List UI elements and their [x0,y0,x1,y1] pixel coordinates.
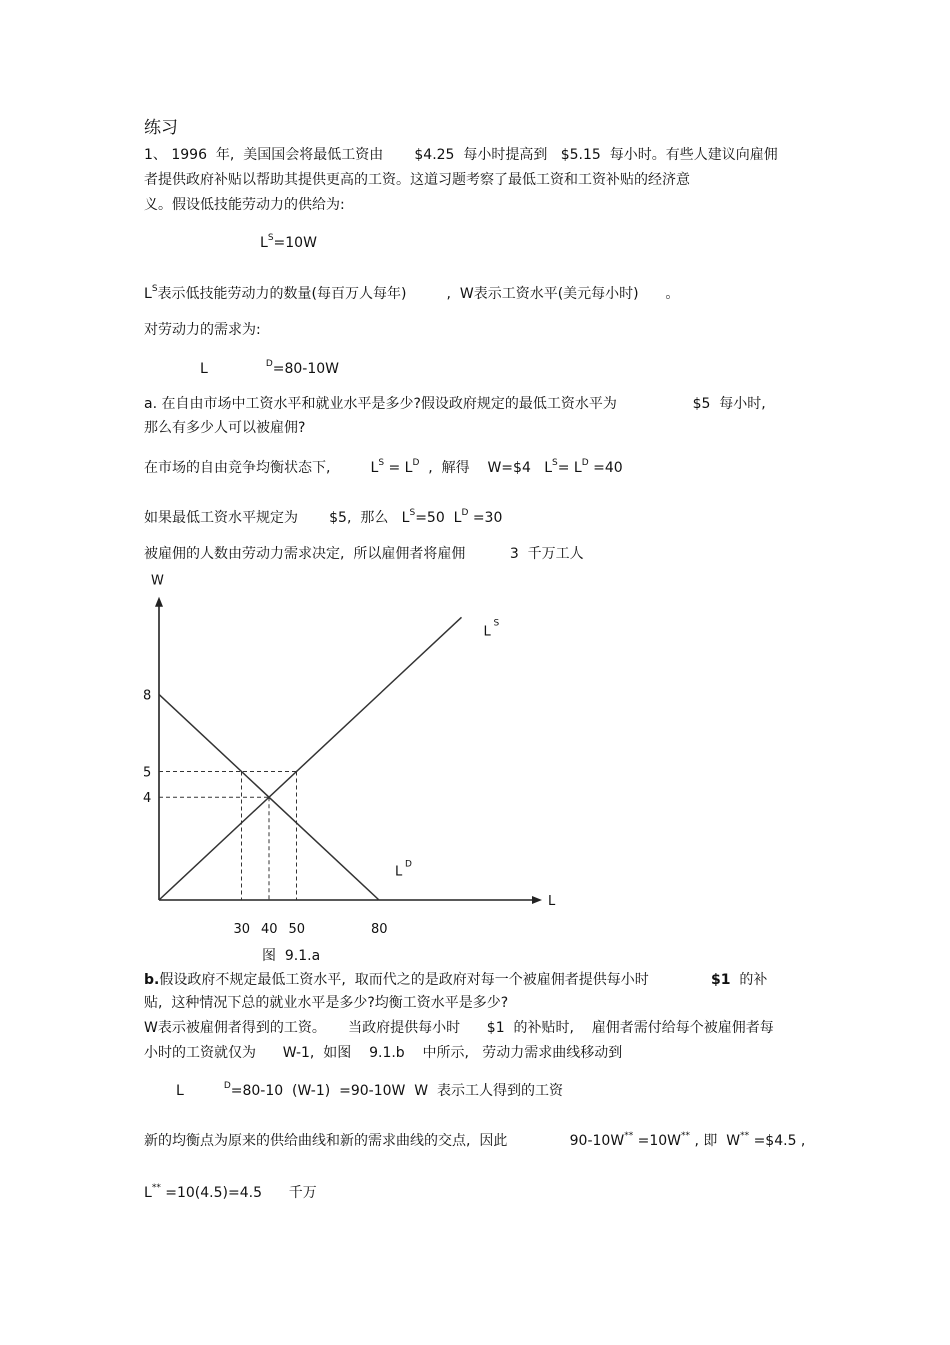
y-tick-label-8: 8 [143,688,152,704]
x-axis-label: L [548,894,556,909]
new-employment: L** =10(4.5)=4.5 千万 [144,1183,317,1201]
demand-equation: L $^D$=80-10W [200,359,340,377]
part-b-question-1: b.假设政府不规定最低工资水平, 取而代之的是政府对每一个被雇佣者提供每小时 $1 的补 [144,972,768,988]
q1-line2: 者提供政府补贴以帮助其提供更高的工资。这道习题考察了最低工资和工资补贴的经济意 [144,172,690,188]
y-axis-arrow [155,597,163,607]
q1-line1: 1、 1996 年, 美国国会将最低工资由 $4.25 每小时提高到 $5.15 每小时。有些人建议向雇佣 [144,147,778,163]
minimum-wage-result: 如果最低工资水平规定为 $5, 那么 $L^S=50$ $L^D =30$ [144,508,503,526]
chart-area [143,574,556,937]
part-b-answer-1: W表示被雇佣者得到的工资。 当政府提供每小时 $1 的补贴时, 雇佣者需付给每个被雇佣者每 [144,1020,774,1036]
part-b-question-2: 贴, 这种情况下总的就业水平是多少?均衡工资水平是多少? [144,995,509,1011]
demand-curve-label-sup: D [405,859,412,870]
y-tick-label-5: 5 [143,765,152,781]
q1-line3: 义。假设低技能劳动力的供给为: [144,197,345,213]
y-tick-label-4: 4 [143,791,152,807]
x-tick-label-40: 40 [261,922,278,937]
x-axis-arrow [532,896,542,904]
variable-definition: $L^S$表示低技能劳动力的数量(每百万人每年) , W表示工资水平(美元每小时) 。 [144,284,680,302]
new-equilibrium: 新的均衡点为原来的供给曲线和新的需求曲线的交点, 因此 90-10W** =10W** , 即 W** =$4.5 , [144,1131,806,1149]
supply-curve [159,617,462,900]
new-demand-equation: L $^D$=80-10 (W-1) =90-10W W 表示工人得到的工资 [176,1081,564,1099]
supply-curve-label-sup: S [493,618,500,629]
x-tick-label-30: 30 [233,922,251,937]
supply-equation: $L^S=10W$ [260,233,317,251]
figure-caption: 图 9.1.a [262,948,321,964]
part-a-question-2: 那么有多少人可以被雇佣? [144,420,306,436]
supply-curve-label: L [483,624,491,640]
exercise-title: 练习 [144,118,178,138]
x-tick-label-80: 80 [371,922,388,937]
part-a-question-1: a. 在自由市场中工资水平和就业水平是多少?假设政府规定的最低工资水平为 $5 每小时, [144,396,766,412]
part-b-answer-2: 小时的工资就仅为 W-1, 如图 9.1.b 中所示, 劳动力需求曲线移动到 [144,1045,623,1061]
free-market-equilibrium: 在市场的自由竞争均衡状态下, $L^S = L^D$ , 解得 W=$4 $L^S= L^D =40$ [144,458,623,476]
employment-conclusion: 被雇佣的人数由劳动力需求决定, 所以雇佣者将雇佣 3 千万工人 [144,546,584,562]
figure-9-1-a [0,565,950,965]
y-axis-label: W [151,573,164,589]
demand-intro: 对劳动力的需求为: [144,322,261,338]
x-tick-label-50: 50 [288,922,306,937]
demand-curve-label: L [395,864,403,880]
